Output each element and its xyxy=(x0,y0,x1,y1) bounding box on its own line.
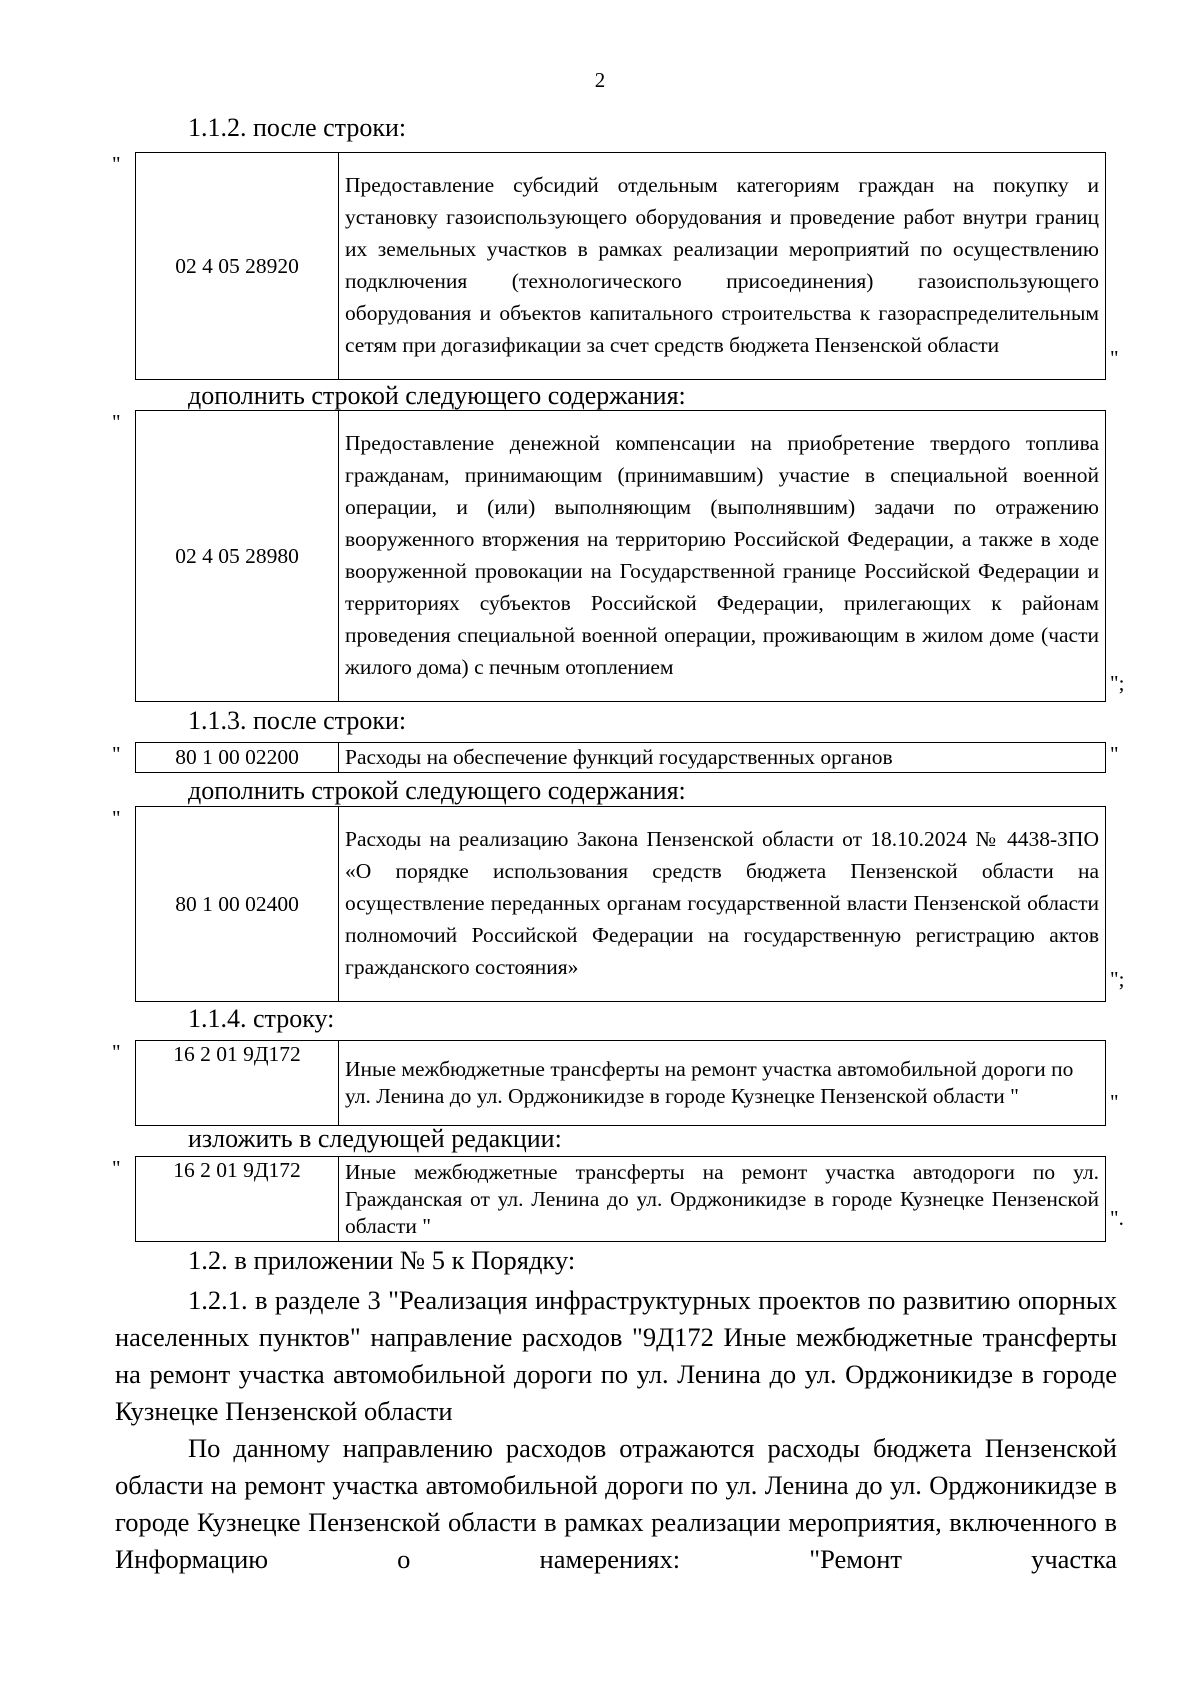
budget-description-cell: Предоставление субсидий отдельным категориям граждан на покупку и установку газоиспользующего оборудования и проведение работ внутри границ их земельных участков в рамках реализации мероприятий по осуществлению подключения (технологического присоединения) газоиспользующего оборудования и объектов капитального строительства к газораспределительным сетям при догазификации за счет средств бюджета Пензенской области xyxy=(339,153,1106,380)
budget-table xyxy=(135,742,1106,773)
budget-code-cell: 02 4 05 28920 xyxy=(136,153,339,380)
budget-table xyxy=(135,152,1106,380)
budget-description-cell: Расходы на обеспечение функций государственных органов xyxy=(339,743,1106,773)
close-quote: " xyxy=(1110,1090,1119,1114)
paragraph: По данному направлению расходов отражаются расходы бюджета Пензенской области на ремонт участка автомобильной дороги по ул. Ленина до ул. Орджоникидзе в городе Кузнецке Пензенской области в рамках реализации мероприятия, включенного в Информацию о намерениях: "Ремонт участка xyxy=(115,1433,1117,1574)
close-quote: " xyxy=(1110,346,1119,370)
table-row xyxy=(136,411,1106,702)
budget-table xyxy=(135,410,1106,702)
budget-description-cell: Иные межбюджетные трансферты на ремонт участка автомобильной дороги по ул. Ленина до ул. Орджоникидзе в городе Кузнецке Пензенской области " xyxy=(339,1041,1106,1126)
open-quote: " xyxy=(112,806,121,830)
table-row xyxy=(136,1157,1106,1242)
budget-description-cell: Иные межбюджетные трансферты на ремонт участка автодороги по ул. Гражданская от ул. Ленина до ул. Орджоникидзе в городе Кузнецке Пензенской области " xyxy=(339,1157,1106,1242)
open-quote: " xyxy=(112,152,121,176)
open-quote: " xyxy=(112,742,121,766)
section-heading: 1.1.4. строку: xyxy=(188,1004,335,1033)
table-row xyxy=(136,807,1106,1002)
close-quote: "; xyxy=(1110,967,1125,991)
page-number: 2 xyxy=(594,68,606,92)
budget-table xyxy=(135,806,1106,1002)
section-heading: 1.1.3. после строки: xyxy=(188,706,407,735)
open-quote: " xyxy=(112,410,121,434)
budget-table xyxy=(135,1040,1106,1126)
section-heading: дополнить строкой следующего содержания: xyxy=(188,776,686,805)
table-row xyxy=(136,153,1106,380)
close-quote: "; xyxy=(1110,671,1125,695)
paragraph: 1.2.1. в разделе 3 "Реализация инфраструктурных проектов по развитию опорных населенных пунктов" направление расходов "9Д172 Иные межбюджетные трансферты на ремонт участка автомобильной дороги по ул. Ленина до ул. Орджоникидзе в городе Кузнецке Пензенской области xyxy=(115,1285,1117,1426)
budget-code-cell: 16 2 01 9Д172 xyxy=(136,1157,339,1242)
table-row xyxy=(136,743,1106,773)
budget-code-cell: 16 2 01 9Д172 xyxy=(136,1041,339,1126)
section-heading: изложить в следующей редакции: xyxy=(188,1124,562,1153)
open-quote: " xyxy=(112,1040,121,1064)
budget-description-cell: Предоставление денежной компенсации на приобретение твердого топлива гражданам, принимающим (принимавшим) участие в специальной военной операции, и (или) выполняющим (выполнявшим) задачи по отражению вооруженного вторжения на территорию Российской Федерации, а также в ходе вооруженной провокации на Государственной границе Российской Федерации и территориях субъектов Российской Федерации, прилегающих к районам проведения специальной военной операции, проживающим в жилом доме (части жилого дома) с печным отоплением xyxy=(339,411,1106,702)
table-row xyxy=(136,1041,1106,1126)
budget-code-cell: 80 1 00 02400 xyxy=(136,807,339,1002)
close-quote: ". xyxy=(1110,1206,1124,1230)
budget-description-cell: Расходы на реализацию Закона Пензенской области от 18.10.2024 № 4438-ЗПО «О порядке использования средств бюджета Пензенской области на осуществление переданных органам государственной власти Пензенской области полномочий Российской Федерации на государственную регистрацию актов гражданского состояния» xyxy=(339,807,1106,1002)
budget-code-cell: 02 4 05 28980 xyxy=(136,411,339,702)
paragraph-heading: 1.2. в приложении № 5 к Порядку: xyxy=(188,1245,576,1275)
section-heading: дополнить строкой следующего содержания: xyxy=(188,381,686,410)
open-quote: " xyxy=(112,1156,121,1180)
section-heading: 1.1.2. после строки: xyxy=(188,113,407,142)
close-quote: " xyxy=(1110,742,1119,766)
budget-table xyxy=(135,1156,1106,1242)
budget-code-cell: 80 1 00 02200 xyxy=(136,743,339,773)
